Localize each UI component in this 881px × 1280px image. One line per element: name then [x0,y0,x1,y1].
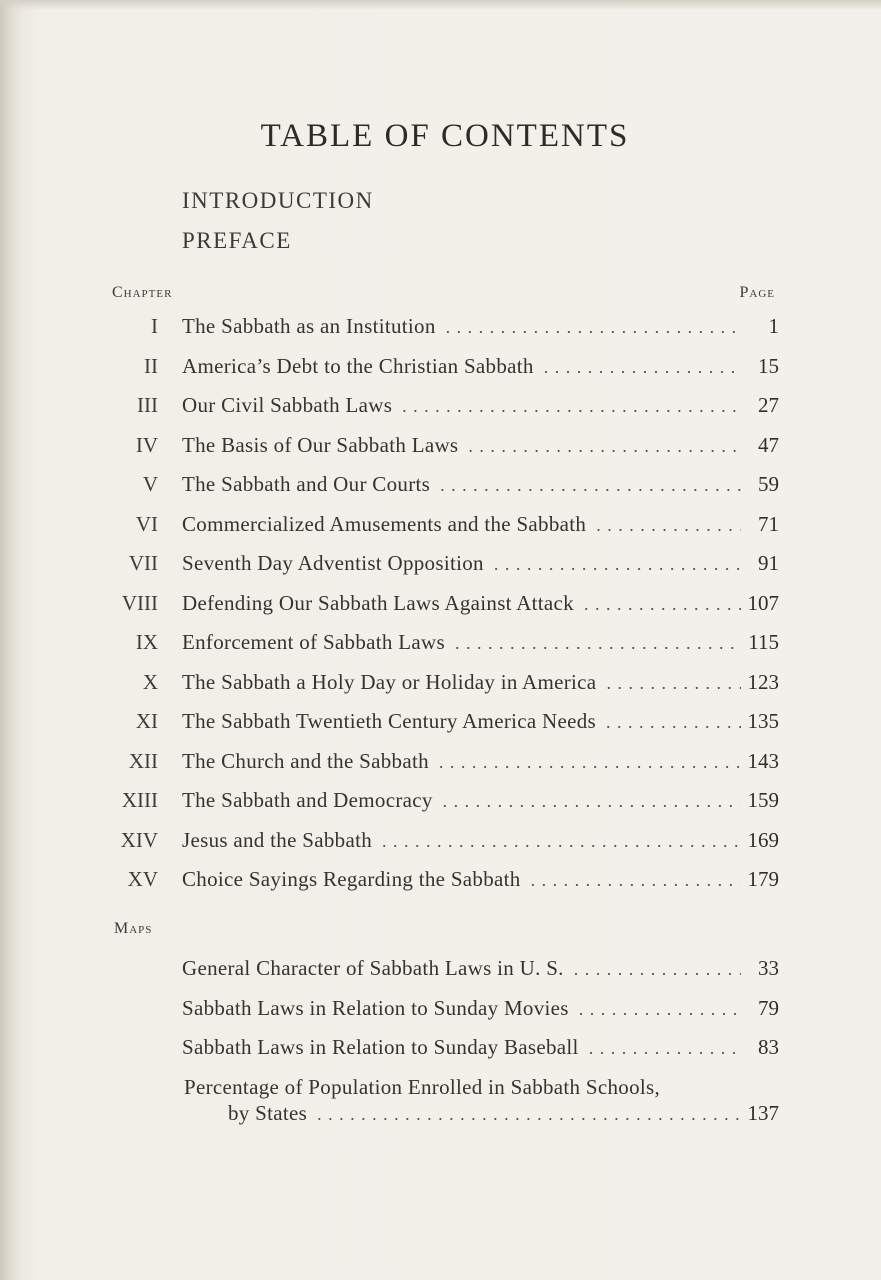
page-top-edge [0,0,881,10]
chapter-page-number: 1 [768,314,779,338]
chapter-entry-line [182,433,779,458]
dot-leader [596,515,741,536]
chapter-page-number: 59 [758,472,779,496]
map-entry-line [182,996,779,1021]
map-entry-line [228,1101,779,1126]
chapter-entry [0,545,881,585]
front-matter-preface: PREFACE [182,228,292,253]
dot-leader [606,712,741,733]
chapter-title: Choice Sayings Regarding the Sabbath [182,867,521,891]
dot-leader [531,870,741,891]
map-page-number: 137 [747,1100,779,1125]
chapter-title: The Sabbath Twentieth Century America Needs [182,709,597,733]
chapter-entry-line [182,828,779,853]
chapter-number: V [142,472,158,496]
chapter-entry-line [182,354,779,379]
map-entry-line [182,956,779,981]
chapter-number: II [144,353,158,378]
dot-leader [579,999,741,1020]
chapter-title: Commercialized Amusements and the Sabbath [182,511,587,536]
dot-leader [589,1038,741,1059]
chapter-page-number: 27 [758,393,779,417]
chapter-entry [0,861,881,901]
map-title: General Character of Sabbath Laws in U. S. [182,956,564,980]
chapter-number: XIII [121,788,158,812]
chapter-number: VIII [121,590,158,615]
dot-leader [584,594,741,615]
chapter-page-number: 15 [758,353,779,378]
chapter-title: The Church and the Sabbath [182,748,429,773]
chapter-entry-line [182,630,779,655]
dot-leader [468,436,741,457]
dot-leader [443,791,741,812]
chapter-entry [0,585,881,625]
map-page-number: 33 [758,956,779,980]
chapter-entry-line [182,512,779,537]
dot-leader [446,317,741,338]
chapter-page-number: 107 [747,590,779,615]
chapter-column-heading: Chapter [112,284,173,301]
chapter-number: X [142,669,158,694]
dot-leader [494,554,741,575]
chapter-number: XI [135,709,158,733]
map-entry-line [182,1035,779,1060]
chapter-entry-line [182,709,779,734]
front-matter-introduction: INTRODUCTION [182,188,374,213]
dot-leader [440,475,741,496]
map-entry [0,952,881,992]
page-column-heading: Page [739,284,775,301]
map-entry [0,1031,881,1071]
chapter-title: Seventh Day Adventist Opposition [182,551,484,575]
chapter-title: America’s Debt to the Christian Sabbath [182,353,534,378]
chapter-title: Enforcement of Sabbath Laws [182,630,445,654]
chapter-entry-line [182,551,779,576]
chapter-page-number: 71 [758,511,779,536]
chapter-entry-line [182,472,779,497]
chapter-entry [0,703,881,743]
chapter-entry [0,624,881,664]
chapter-entry [0,308,881,348]
map-title: Percentage of Population Enrolled in Sabbath Schools, [184,1074,661,1099]
chapter-entry [0,427,881,467]
chapter-entry-line [182,591,779,616]
chapter-entry [0,822,881,862]
map-title: Sabbath Laws in Relation to Sunday Movies [182,995,569,1020]
map-entry [0,992,881,1032]
chapter-number: IX [135,630,158,654]
chapter-number: I [151,314,158,338]
dot-leader [402,396,741,417]
dot-leader [382,831,741,852]
chapter-number: VII [128,551,158,575]
map-page-number: 83 [758,1035,779,1059]
dot-leader [439,752,741,773]
map-title-continued: by States [228,1100,308,1125]
chapter-entry-line [182,314,779,339]
chapter-entry [0,348,881,388]
map-title: Sabbath Laws in Relation to Sunday Baseball [182,1035,579,1059]
chapter-entry [0,466,881,506]
chapter-number: XIV [120,827,158,852]
page-title: TABLE OF CONTENTS [260,118,630,154]
chapter-page-number: 179 [747,867,779,891]
chapter-list [0,308,881,901]
chapter-page-number: 47 [758,432,779,457]
chapter-entry [0,506,881,546]
chapter-number: III [137,393,158,417]
chapter-page-number: 159 [747,788,779,812]
chapter-title: Jesus and the Sabbath [182,827,373,852]
chapter-entry [0,387,881,427]
maps-heading: Maps [114,920,153,937]
chapter-entry [0,782,881,822]
chapter-page-number: 91 [758,551,779,575]
chapter-number: IV [135,432,158,457]
chapter-number: VI [135,511,158,536]
chapter-title: The Sabbath and Our Courts [182,472,431,496]
chapter-page-number: 169 [747,827,779,852]
chapter-entry [0,664,881,704]
chapter-entry-line [182,749,779,774]
chapter-entry-line [182,867,779,892]
chapter-number: XV [127,867,158,891]
dot-leader [574,959,741,980]
chapter-title: Our Civil Sabbath Laws [182,393,393,417]
chapter-page-number: 123 [747,669,779,694]
chapter-page-number: 115 [748,630,779,654]
dot-leader [606,673,741,694]
map-page-number: 79 [758,995,779,1020]
chapter-title: The Sabbath as an Institution [182,314,436,338]
chapter-entry-line [182,788,779,813]
chapter-entry-line [182,670,779,695]
dot-leader [317,1104,741,1125]
chapter-entry [0,743,881,783]
chapter-page-number: 143 [747,748,779,773]
dot-leader [455,633,741,654]
chapter-title: The Sabbath and Democracy [182,788,433,812]
chapter-number: XII [128,748,158,773]
chapter-entry-line [182,393,779,418]
maps-list [0,952,881,1131]
chapter-title: Defending Our Sabbath Laws Against Attack [182,590,574,615]
chapter-page-number: 135 [747,709,779,733]
dot-leader [544,357,741,378]
map-entry [0,1071,881,1131]
chapter-title: The Basis of Our Sabbath Laws [182,432,459,457]
chapter-title: The Sabbath a Holy Day or Holiday in America [182,669,597,694]
